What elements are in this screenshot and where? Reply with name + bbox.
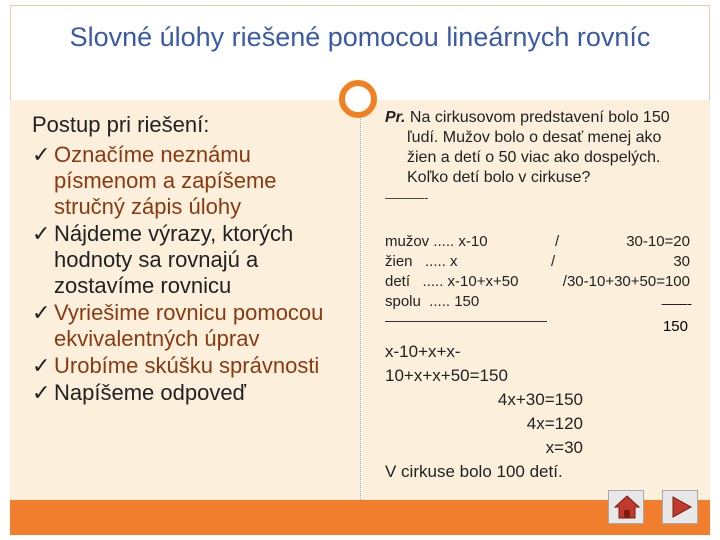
bottom-bar (10, 500, 710, 535)
list-item: ✓ Vyriešime rovnicu pomocou ekvivalentných úprav (32, 300, 324, 351)
equation-line: 4x+30=150 (497, 390, 583, 409)
check-icon: ✓ (32, 142, 51, 167)
notation-row: detí ..... x-10+x+50 /30-10+30+50=100 (385, 273, 690, 290)
check-icon: ✓ (32, 300, 51, 325)
check-icon: ✓ (32, 380, 51, 405)
sum-dash: ——- (661, 296, 692, 311)
home-icon (613, 494, 641, 520)
procedure-list (32, 112, 352, 407)
separator-dash: ———- (385, 190, 429, 205)
check-icon: ✓ (32, 353, 51, 378)
home-button[interactable] (608, 490, 644, 524)
check-icon: ✓ (32, 221, 51, 246)
play-next-icon (667, 494, 695, 520)
list-item: ✓ Urobíme skúšku správnosti (32, 353, 320, 378)
slide-title: Slovné úlohy riešené pomocou lineárnych rovníc (69, 22, 651, 52)
solution-block (385, 340, 605, 484)
procedure-heading: Postup pri riešení: (32, 112, 210, 137)
panel-divider (360, 100, 361, 500)
sum-value: 150 (662, 318, 688, 335)
notation-row: mužov ..... x-10 / 30-10=20 (385, 233, 690, 250)
list-item: ✓ Označíme neznámu písmenom a zapíšeme stručný zápis úlohy (32, 142, 277, 219)
list-item: ✓ Napíšeme odpoveď (32, 380, 247, 405)
problem-prefix: Pr. (385, 109, 406, 126)
short-notation (385, 232, 690, 312)
list-item: ✓ Nájdeme výrazy, ktorých hodnoty sa rovnajú a zostavíme rovnicu (32, 221, 294, 298)
answer-line: V cirkuse bolo 100 detí. (385, 462, 563, 481)
equation-line: x-10+x+x-10+x+x+50=150 (385, 342, 508, 385)
problem-text: Na cirkusovom predstavení bolo 150 ľudí. Mužov bolo o desať menej ako žien a detí o 50 viac ako dospelých. Koľko detí bolo v cirkuse? (407, 109, 670, 186)
next-slide-button[interactable] (662, 490, 698, 524)
notation-row: spolu ..... 150 (385, 293, 480, 310)
equation-line: 4x=120 (526, 414, 583, 433)
sum-rule (385, 321, 547, 322)
notation-row: žien ..... x / 30 (385, 253, 690, 270)
problem-block (385, 108, 690, 206)
problem-statement (385, 108, 690, 188)
equation-line: x=30 (545, 438, 583, 457)
